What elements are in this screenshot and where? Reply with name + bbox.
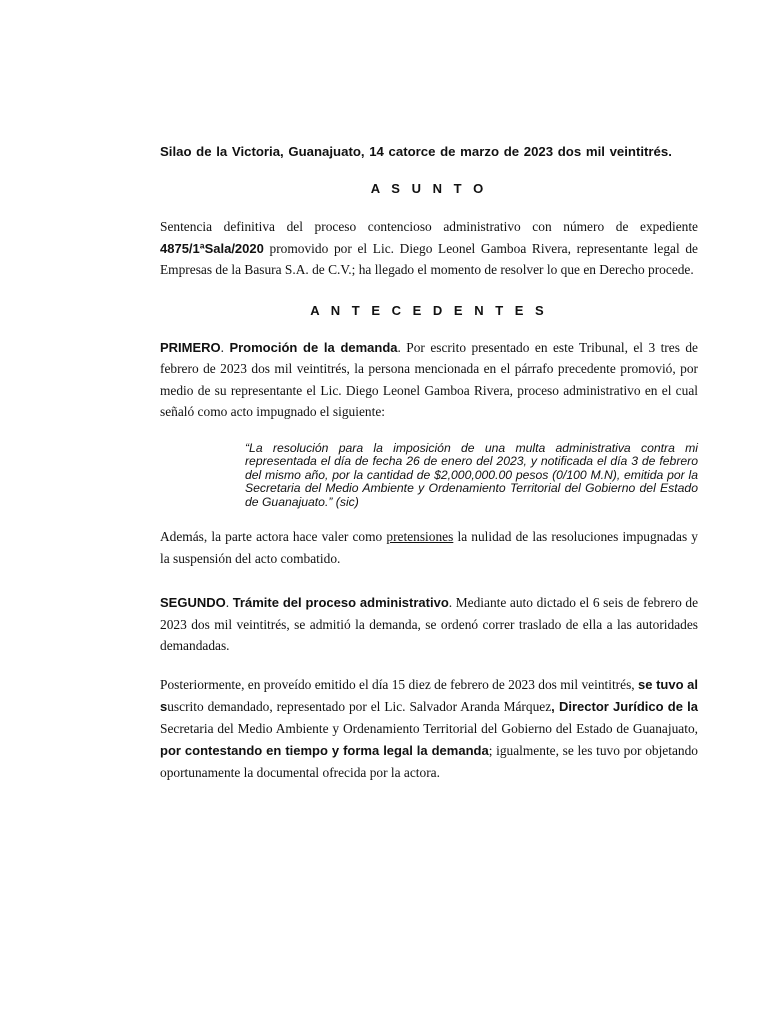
segundo-title: Trámite del proceso administrativo [232,595,449,611]
poster-bold-2: , Director Jurídico de la [551,698,698,714]
sentencia-paragraph [160,216,698,281]
sentencia-text-2: promovido por el Lic. Diego Leonel Gamboa Rivera, representante legal de Empresas de la Basura S.A. de C.V.; ha llegado el momento de resolver lo que en Derecho procede. [160,240,698,277]
poster-text-2: uscrito demandado, representado por el Lic. Salvador Aranda Márquez [167,698,552,714]
poster-text-4: ; igualmente, se les tuvo por objetando oportunamente la documental ofrecida por la actora. [160,742,698,780]
poster-text-1: Posteriormente, en proveído emitido el día 15 diez de febrero de 2023 dos mil veintitrés, [160,676,638,692]
primero-paragraph [160,337,698,423]
segundo-label: SEGUNDO [160,595,226,611]
quoted-act: “La resolución para la imposición de una multa administrativa contra mi representada el día de fecha 26 de enero del 2023, y notificada el día 3 de febrero del mismo año, por la cantidad de $2,000,000.00 pesos (0/100 M.N), emitida por la Secretaria del Medio Ambiente y Ordenamiento Territorial del Gobierno del Estado de Guanajuato.” (sic) [245,440,698,509]
poster-text-3: Secretaria del Medio Ambiente y Ordenamiento Territorial del Gobierno del Estado de Guanajuato, [160,720,698,736]
asunto-heading: A S U N T O [370,181,488,196]
posteriormente-paragraph [160,674,698,784]
primero-label: PRIMERO [160,339,221,355]
place-and-date: Silao de la Victoria, Guanajuato, 14 catorce de marzo de 2023 dos mil veintitrés. [160,144,672,159]
primero-text: . Por escrito presentado en este Tribunal, el 3 tres de febrero de 2023 dos mil veintitrés, la persona mencionada en el párrafo precedente promovió, por medio de su representante el Lic. Diego Leonel Gamboa Rivera, proceso administrativo en el cual señaló como acto impugnado el siguiente: [160,339,698,419]
ademas-text-2: la nulidad de las resoluciones impugnadas y la suspensión del acto combatido. [160,529,698,566]
ademas-paragraph [160,526,698,569]
poster-bold-1: se tuvo al s [160,676,698,714]
sentencia-text-1: Sentencia definitiva del proceso contencioso administrativo con número de expediente [160,219,698,234]
primero-separator: . [220,339,230,355]
pretensiones-underlined: pretensiones [386,529,454,545]
segundo-separator: . [225,595,233,611]
primero-title: Promoción de la demanda [229,339,398,355]
antecedentes-heading: A N T E C E D E N T E S [310,302,548,318]
segundo-text: . Mediante auto dictado el 6 seis de febrero de 2023 dos mil veintitrés, se admitió la demanda, se ordenó correr traslado de ella a las autoridades demandadas. [160,595,699,654]
ademas-text-1: Además, la parte actora hace valer como [160,529,387,545]
expediente-number: 4875/1ªSala/2020 [160,240,264,256]
document-page [160,140,698,784]
segundo-paragraph [160,592,698,657]
poster-bold-3: por contestando en tiempo y forma legal la demanda [160,742,489,758]
